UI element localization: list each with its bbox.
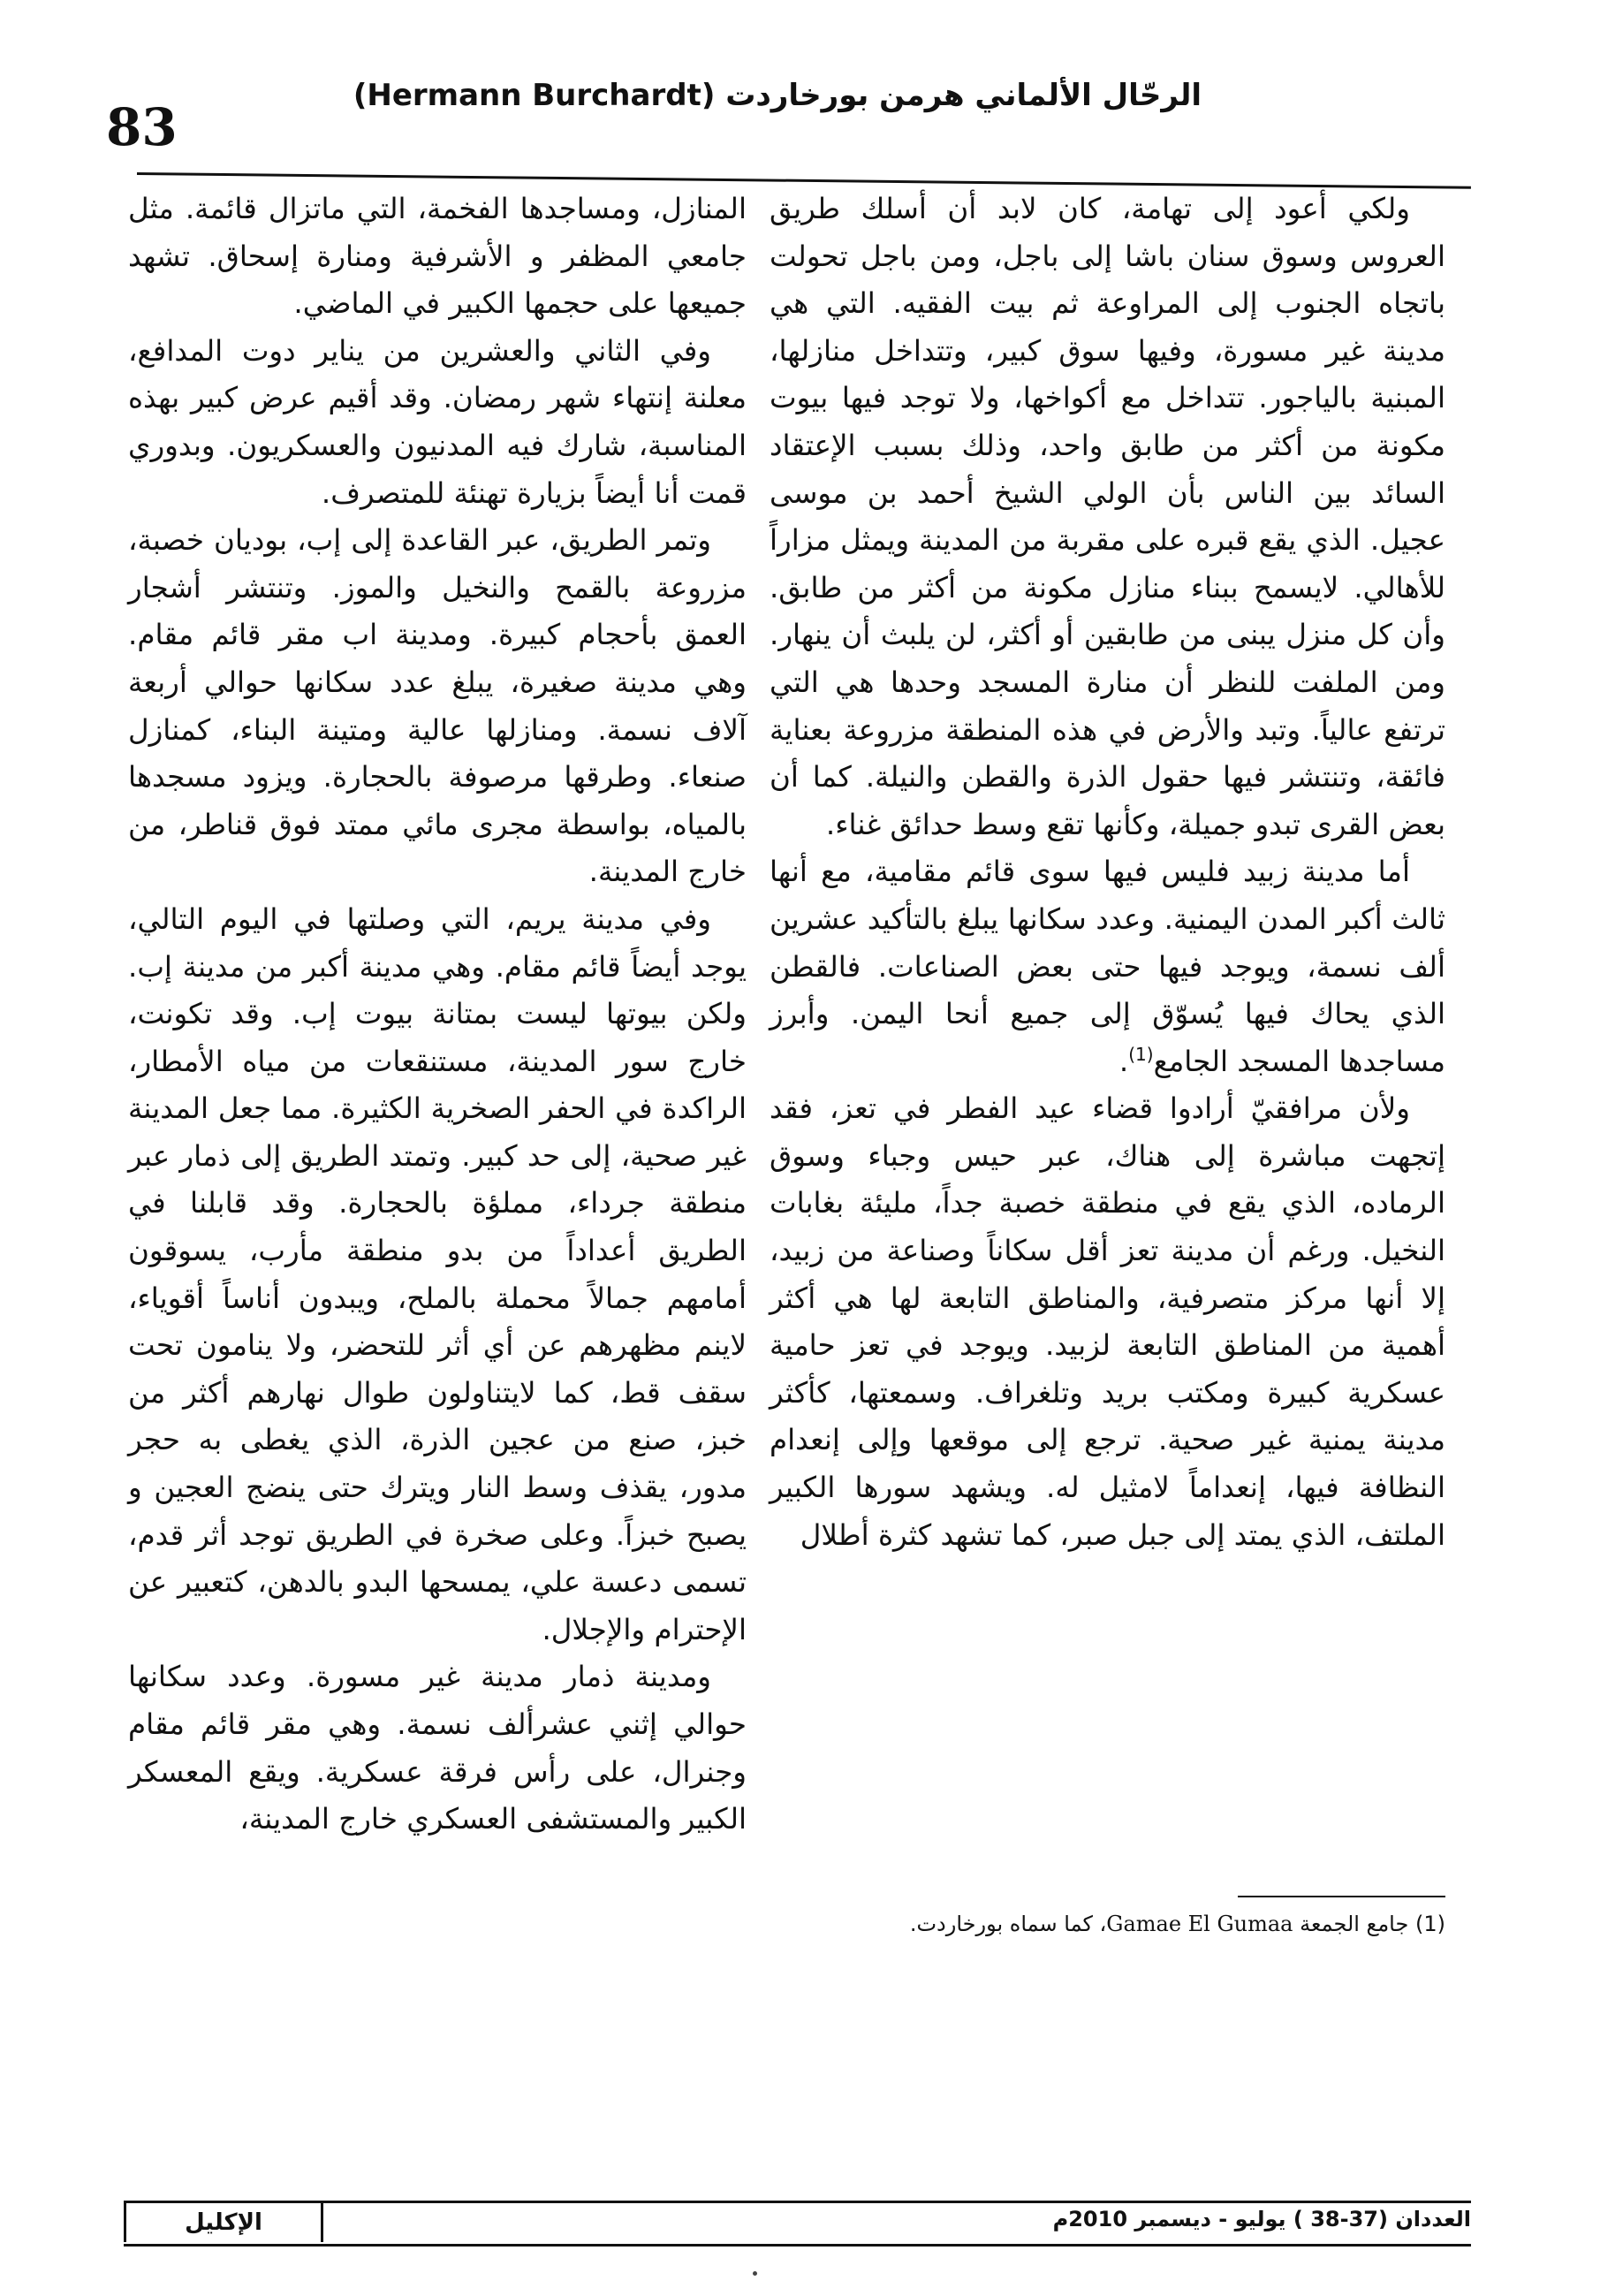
left-paragraph-1: المنازل، ومساجدها الفخمة، التي ماتزال قائمة. مثل جامعي المظفر و الأشرفية ومنارة إسحاق. تشهد جميعها على حجمها الكبير في الماضي. [128, 192, 747, 321]
right-paragraph-2-text: أما مدينة زبيد فليس فيها سوى قائم مقامية، مع أنها ثالث أكبر المدن اليمنية. وعدد سكانها يبلغ بالتأكيد عشرين ألف نسمة، ويوجد فيها حتى بعض الصناعات. فالقطن الذي يحاك فيها يُسوّق إلى جميع أنحا اليمن. وأبرز مساجدها المسجد الجامع [770, 855, 1445, 1078]
footnote-reference: (1) [1128, 1043, 1154, 1065]
footnote-text-after: ، كما سماه بورخاردت. [909, 1912, 1107, 1936]
right-paragraph-1: ولكي أعود إلى تهامة، كان لابد أن أسلك طريق العروس وسوق سنان باشا إلى باجل، ومن باجل تحولت باتجاه الجنوب إلى المراوعة ثم بيت الفقيه. التي هي مدينة غير مسورة، وفيها سوق كبير، وتتداخل منازلها، المبنية بالياجور. تتداخل مع أكواخها، ولا توجد فيها بيوت مكونة من أكثر من طابق واحد، وذلك بسبب الإعتقاد السائد بين الناس بأن الولي الشيخ أحمد بن موسى عجيل. الذي يقع قبره على مقربة من المدينة ويمثل مزاراً للأهالي. لايسمح ببناء منازل مكونة من أكثر من طابق. وأن كل منزل يبنى من طابقين أو أكثر، لن يلبث أن ينهار. ومن الملفت للنظر أن منارة المسجد وحدها هي التي ترتفع عالياً. وتبد والأرض في هذه المنطقة مزروعة بعناية فائقة، وتنتشر فيها حقول الذرة والقطن والنيلة. كما أن بعض القرى تبدو جميلة، وكأنها تقع وسط حدائق غناء. [770, 192, 1445, 841]
left-paragraph-5: ومدينة ذمار مدينة غير مسورة. وعدد سكانها حوالي إثني عشرألف نسمة. وهي مقر قائم مقام وجنرال، على رأس فرقة عسكرية. ويقع المعسكر الكبير والمستشفى العسكري خارج المدينة، [128, 1660, 747, 1836]
right-column [770, 186, 1445, 1559]
left-column [128, 186, 747, 1844]
scan-dot [753, 2271, 757, 2276]
footnote-text-before: جامع الجمعة [1300, 1912, 1409, 1936]
left-paragraph-4: وفي مدينة يريم، التي وصلتها في اليوم التالي، يوجد أيضاً قائم مقام. وهي مدينة أكبر من مدينة إب. ولكن بيوتها ليست بمتانة بيوت إب. وقد تكونت، خارج سور المدينة، مستنقعات من مياه الأمطار، الراكدة في الحفر الصخرية الكثيرة. مما جعل المدينة غير صحية، إلى حد كبير. وتمتد الطريق إلى ذمار عبر منطقة جرداء، مملؤة بالحجارة. وقد قابلنا في الطريق أعداداً من بدو منطقة مأرب، يسوقون أمامهم جمالاً محملة بالملح، ويبدون أناساً أقوياء، لاينم مظهرهم عن أي أثر للتحضر، ولا ينامون تحت سقف قط، كما لايتناولون طوال نهارهم أكثر من خبز، صنع من عجين الذرة، الذي يغطى به حجر مدور، يقذف وسط النار ويترك حتى ينضج العجين و يصبح خبزاً. وعلى صخرة في الطريق توجد أثر قدم، تسمى دعسة علي، يمسحها البدو بالدهن، كتعبير عن الإحترام والإجلال. [128, 901, 747, 1646]
left-paragraph-2: وفي الثاني والعشرين من يناير دوت المدافع، معلنة إنتهاء شهر رمضان. وقد أقيم عرض كبير بهذه المناسبة، شارك فيه المدنيون والعسكريون. وبدوري قمت أنا أيضاً بزيارة تهنئة للمتصرف. [128, 333, 747, 510]
footnote-rule [1238, 1896, 1445, 1897]
journal-logo: الإكليل [124, 2203, 323, 2242]
left-paragraph-3: وتمر الطريق، عبر القاعدة إلى إب، بوديان خصبة، مزروعة بالقمح والنخيل والموز. وتنتشر أشجار العمق بأحجام كبيرة. ومدينة اب مقر قائم مقام. وهي مدينة صغيرة، يبلغ عدد سكانها حوالي أربعة آلاف نسمة. ومنازلها عالية ومتينة البناء، كمنازل صنعاء. وطرقها مرصوفة بالحجارة. ويزود مسجدها بالمياه، بواسطة مجرى مائي ممتد فوق قناطر، من خارج المدينة. [128, 523, 747, 889]
running-title: الرحّال الألماني هرمن بورخاردت (Hermann Burchardt) [353, 78, 1202, 113]
footnote [770, 1909, 1445, 1939]
footnote-marker: (1) [1414, 1912, 1445, 1936]
page-number: 83 [106, 97, 178, 157]
right-paragraph-2-end: . [1118, 1044, 1129, 1078]
right-paragraph-2 [770, 848, 1445, 1085]
page-footer [124, 2201, 1471, 2247]
footer-journal-issue: العددان (37-38 ) يوليو - ديسمبر 2010م [1052, 2207, 1471, 2231]
footnote-latin-name: Gamae El Gumaa [1106, 1912, 1293, 1936]
right-paragraph-3: ولأن مرافقيّ أرادوا قضاء عيد الفطر في تعز، فقد إتجهت مباشرة إلى هناك، عبر حيس وجباء وسوق الرماده، الذي يقع في منطقة خصبة جداً، مليئة بغابات النخيل. ورغم أن مدينة تعز أقل سكاناً وصناعة من زبيد، إلا أنها مركز متصرفية، والمناطق التابعة لها هي أكثر أهمية من المناطق التابعة لزبيد. ويوجد في تعز حامية عسكرية كبيرة ومكتب بريد وتلغراف. وسمعتها، كأكثر مدينة يمنية غير صحية. ترجع إلى موقعها وإلى إنعدام النظافة فيها، إنعداماً لامثيل له. ويشهد سورها الكبير الملتف، الذي يمتد إلى جبل صبر، كما تشهد كثرة أطلال [770, 1091, 1445, 1552]
page-header [88, 53, 1202, 157]
